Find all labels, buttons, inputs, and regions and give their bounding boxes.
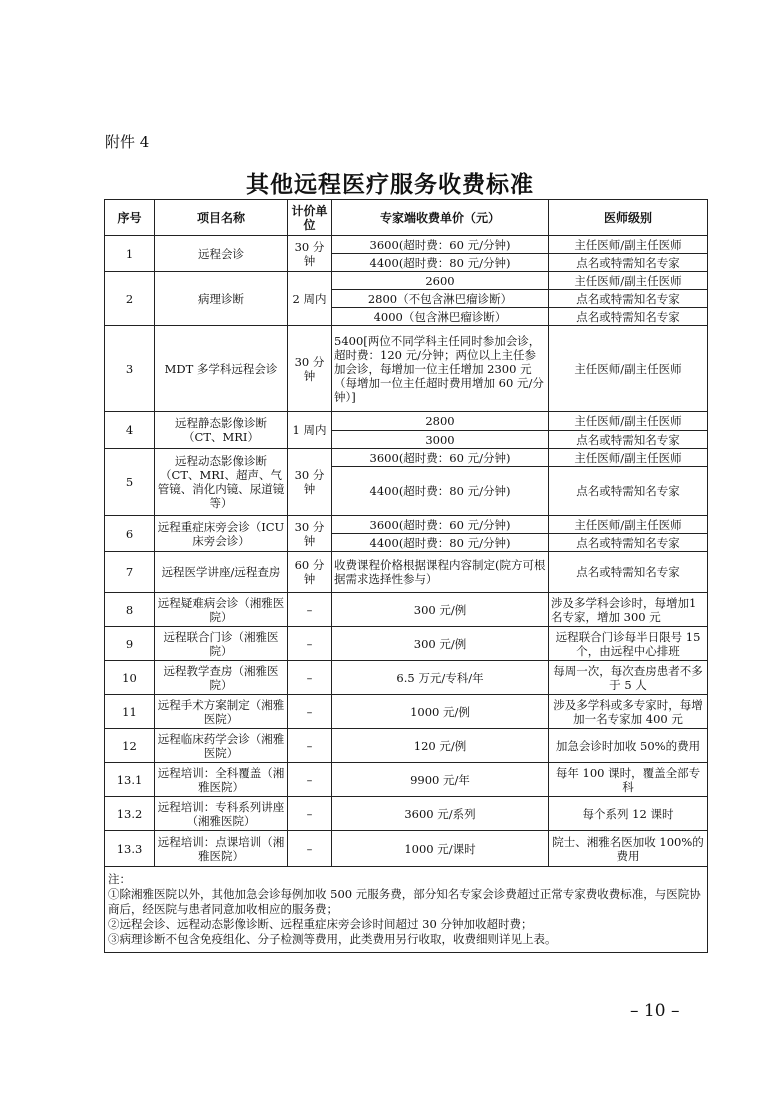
row-name: 远程动态影像诊断（CT、MRI、超声、气管镜、消化内镜、尿道镜等） xyxy=(155,449,288,516)
row-level: 主任医师/副主任医师 xyxy=(549,272,708,290)
row-no: 1 xyxy=(105,236,155,272)
row-price: 120 元/例 xyxy=(332,729,549,763)
table-row xyxy=(105,763,708,797)
row-unit: – xyxy=(288,593,332,627)
attachment-label: 附件 4 xyxy=(105,133,150,151)
row-name: 病理诊断 xyxy=(155,272,288,326)
row-price: 2800（不包含淋巴瘤诊断） xyxy=(332,290,549,308)
fee-table xyxy=(104,199,708,953)
row-no: 4 xyxy=(105,412,155,449)
row-price: 3600(超时费：60 元/分钟) xyxy=(332,516,549,534)
row-level: 点名或特需知名专家 xyxy=(549,431,708,449)
row-unit: – xyxy=(288,661,332,695)
row-unit: 30 分钟 xyxy=(288,516,332,552)
table-row xyxy=(105,797,708,831)
row-price: 5400[两位不同学科主任同时参加会诊，超时费：120 元/分钟；两位以上主任参加会诊，每增加一位主任增加 2300 元（每增加一位主任超时费用增加 60 元/分钟）] xyxy=(332,326,549,412)
row-no: 11 xyxy=(105,695,155,729)
row-level: 每周一次，每次查房患者不多于 5 人 xyxy=(549,661,708,695)
table-row xyxy=(105,272,708,290)
row-no: 2 xyxy=(105,272,155,326)
row-level: 院士、湘雅名医加收 100%的费用 xyxy=(549,831,708,867)
row-no: 3 xyxy=(105,326,155,412)
row-no: 6 xyxy=(105,516,155,552)
row-level: 主任医师/副主任医师 xyxy=(549,236,708,254)
row-level: 每个系列 12 课时 xyxy=(549,797,708,831)
document-title: 其他远程医疗服务收费标准 xyxy=(246,171,534,198)
row-price: 4000（包含淋巴瘤诊断） xyxy=(332,308,549,326)
row-level: 每年 100 课时，覆盖全部专科 xyxy=(549,763,708,797)
row-name: 远程重症床旁会诊（ICU 床旁会诊） xyxy=(155,516,288,552)
row-unit: – xyxy=(288,627,332,661)
row-price: 3000 xyxy=(332,431,549,449)
table-row xyxy=(105,661,708,695)
row-name: 远程培训：全科覆盖（湘雅医院） xyxy=(155,763,288,797)
table-row xyxy=(105,412,708,431)
row-no: 9 xyxy=(105,627,155,661)
row-name: 远程医学讲座/远程查房 xyxy=(155,552,288,593)
row-price: 4400(超时费：80 元/分钟) xyxy=(332,534,549,552)
row-no: 7 xyxy=(105,552,155,593)
row-level: 远程联合门诊每半日限号 15 个，由远程中心排班 xyxy=(549,627,708,661)
row-price: 4400(超时费：80 元/分钟) xyxy=(332,467,549,516)
row-level: 点名或特需知名专家 xyxy=(549,552,708,593)
row-no: 10 xyxy=(105,661,155,695)
row-name: 远程疑难病会诊（湘雅医院） xyxy=(155,593,288,627)
table-header-row xyxy=(105,200,708,236)
row-price: 4400(超时费：80 元/分钟) xyxy=(332,254,549,272)
row-price: 2800 xyxy=(332,412,549,431)
table-row xyxy=(105,695,708,729)
row-level: 点名或特需知名专家 xyxy=(549,467,708,516)
header-unit: 计价单位 xyxy=(288,200,332,236)
row-unit: 30 分钟 xyxy=(288,236,332,272)
row-name: MDT 多学科远程会诊 xyxy=(155,326,288,412)
header-name: 项目名称 xyxy=(155,200,288,236)
row-no: 13.3 xyxy=(105,831,155,867)
row-name: 远程静态影像诊断（CT、MRI） xyxy=(155,412,288,449)
row-no: 8 xyxy=(105,593,155,627)
note-item-2: ②远程会诊、远程动态影像诊断、远程重症床旁会诊时间超过 30 分钟加收超时费； xyxy=(108,917,533,931)
row-unit: – xyxy=(288,763,332,797)
row-price: 300 元/例 xyxy=(332,627,549,661)
row-name: 远程培训：专科系列讲座（湘雅医院） xyxy=(155,797,288,831)
row-level: 涉及多学科或多专家时，每增加一名专家加 400 元 xyxy=(549,695,708,729)
table-row xyxy=(105,326,708,412)
notes-row xyxy=(105,867,708,953)
row-level: 主任医师/副主任医师 xyxy=(549,516,708,534)
row-no: 13.1 xyxy=(105,763,155,797)
row-level: 点名或特需知名专家 xyxy=(549,290,708,308)
row-price: 9900 元/年 xyxy=(332,763,549,797)
row-name: 远程手术方案制定（湘雅医院） xyxy=(155,695,288,729)
table-row xyxy=(105,831,708,867)
row-level: 主任医师/副主任医师 xyxy=(549,412,708,431)
row-name: 远程培训：点课培训（湘雅医院） xyxy=(155,831,288,867)
row-unit: – xyxy=(288,729,332,763)
row-price: 1000 元/课时 xyxy=(332,831,549,867)
notes-heading: 注： xyxy=(108,872,131,886)
row-price: 3600(超时费：60 元/分钟) xyxy=(332,236,549,254)
row-name: 远程会诊 xyxy=(155,236,288,272)
row-price: 2600 xyxy=(332,272,549,290)
table-row xyxy=(105,593,708,627)
table-row xyxy=(105,729,708,763)
row-unit: – xyxy=(288,797,332,831)
row-name: 远程联合门诊（湘雅医院） xyxy=(155,627,288,661)
row-no: 5 xyxy=(105,449,155,516)
row-price: 6.5 万元/专科/年 xyxy=(332,661,549,695)
notes-cell xyxy=(105,867,708,953)
row-no: 12 xyxy=(105,729,155,763)
header-price: 专家端收费单价（元） xyxy=(332,200,549,236)
note-item-3: ③病理诊断不包含免疫组化、分子检测等费用，此类费用另行收取，收费细则详见上表。 xyxy=(108,932,557,946)
row-unit: 60 分钟 xyxy=(288,552,332,593)
row-level: 点名或特需知名专家 xyxy=(549,534,708,552)
row-price: 300 元/例 xyxy=(332,593,549,627)
table-row xyxy=(105,627,708,661)
row-unit: 1 周内 xyxy=(288,412,332,449)
table-row xyxy=(105,516,708,534)
table-row xyxy=(105,449,708,467)
table-row xyxy=(105,236,708,254)
note-item-1: ①除湘雅医院以外，其他加急会诊每例加收 500 元服务费，部分知名专家会诊费超过正常专家费收费标准，与医院协商后，经医院与患者同意加收相应的服务费； xyxy=(108,887,701,916)
header-no: 序号 xyxy=(105,200,155,236)
row-unit: 30 分钟 xyxy=(288,326,332,412)
row-no: 13.2 xyxy=(105,797,155,831)
row-unit: 2 周内 xyxy=(288,272,332,326)
row-price: 3600(超时费：60 元/分钟) xyxy=(332,449,549,467)
row-level: 点名或特需知名专家 xyxy=(549,308,708,326)
row-level: 涉及多学科会诊时，每增加1 名专家，增加 300 元 xyxy=(549,593,708,627)
row-price: 3600 元/系列 xyxy=(332,797,549,831)
table-row xyxy=(105,552,708,593)
row-unit: – xyxy=(288,831,332,867)
row-level: 主任医师/副主任医师 xyxy=(549,449,708,467)
row-level: 主任医师/副主任医师 xyxy=(549,326,708,412)
row-unit: 30 分钟 xyxy=(288,449,332,516)
row-level: 加急会诊时加收 50%的费用 xyxy=(549,729,708,763)
page-number: – 10 – xyxy=(630,1001,680,1021)
row-unit: – xyxy=(288,695,332,729)
row-price: 收费课程价格根据课程内容制定(院方可根据需求选择性参与） xyxy=(332,552,549,593)
row-name: 远程临床药学会诊（湘雅医院） xyxy=(155,729,288,763)
header-level: 医师级别 xyxy=(549,200,708,236)
row-price: 1000 元/例 xyxy=(332,695,549,729)
row-level: 点名或特需知名专家 xyxy=(549,254,708,272)
row-name: 远程教学查房（湘雅医院） xyxy=(155,661,288,695)
